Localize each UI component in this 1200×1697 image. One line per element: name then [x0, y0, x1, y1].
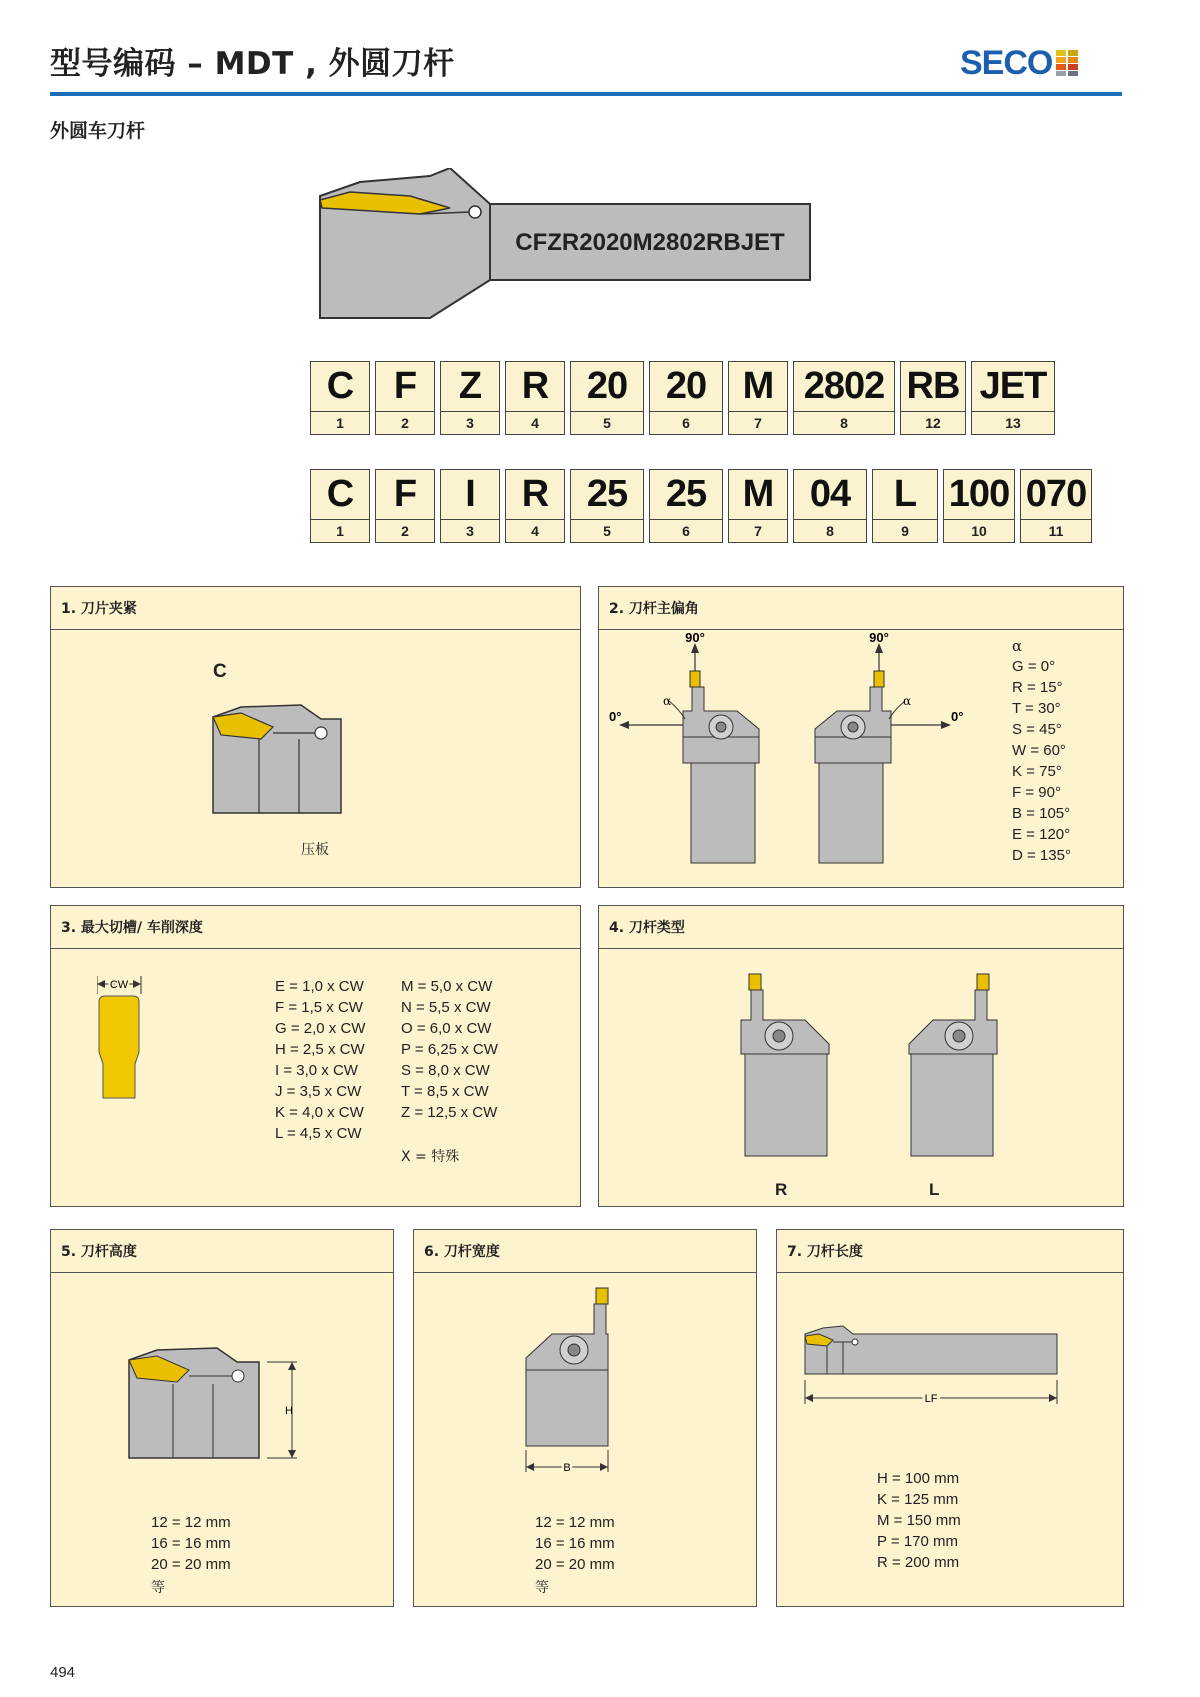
holder-type-drawing: [739, 972, 999, 1182]
depth-code: E = 1,0 x CW: [275, 978, 364, 995]
hero-tool-label: CFZR2020M2802RBJET: [515, 229, 785, 256]
length-code: K = 125 mm: [877, 1491, 959, 1508]
angle-code: R = 15°: [1012, 679, 1063, 696]
code-row-1: [310, 361, 1055, 435]
clamp-code: C: [213, 661, 227, 682]
tool-length-drawing: [803, 1324, 1073, 1414]
code-cell: C 1: [310, 361, 370, 435]
width-code: 12 = 12 mm: [535, 1514, 615, 1531]
angle-90-right: 90°: [869, 631, 889, 645]
seco-logo: [960, 44, 1078, 82]
code-cell: L 9: [872, 469, 938, 543]
shank-width-drawing: [524, 1286, 644, 1486]
panel-cutting-depth: [50, 905, 581, 1207]
code-cell: 100 10: [943, 469, 1015, 543]
height-code: 12 = 12 mm: [151, 1514, 231, 1531]
code-cell: 25 6: [649, 469, 723, 543]
code-cell: F 2: [375, 469, 435, 543]
angle-0-right: 0°: [951, 709, 964, 724]
panel-title: 3. 最大切槽/ 车削深度: [51, 906, 580, 949]
depth-code: J = 3,5 x CW: [275, 1083, 362, 1100]
logo-mark-icon: [1056, 50, 1078, 76]
depth-code: Z = 12,5 x CW: [401, 1104, 498, 1121]
angle-code: K = 75°: [1012, 763, 1062, 780]
code-cell: R 4: [505, 361, 565, 435]
angle-code: G = 0°: [1012, 658, 1056, 675]
length-code: P = 170 mm: [877, 1533, 959, 1550]
panel-title: 1. 刀片夹紧: [51, 587, 580, 630]
depth-code: H = 2,5 x CW: [275, 1041, 365, 1058]
depth-code: O = 6,0 x CW: [401, 1020, 492, 1037]
depth-code-special: X = 特殊: [401, 1149, 460, 1165]
code-cell: Z 3: [440, 361, 500, 435]
page-title: 型号编码 – MDT , 外圆刀杆: [50, 46, 455, 82]
panel-clamping: [50, 586, 581, 888]
code-cell: F 2: [375, 361, 435, 435]
panel-title: 5. 刀杆高度: [51, 1230, 393, 1273]
code-cell: 070 11: [1020, 469, 1092, 543]
code-cell: 25 5: [570, 469, 644, 543]
alpha-left: α: [663, 694, 672, 708]
depth-code: M = 5,0 x CW: [401, 978, 493, 995]
angle-code: T = 30°: [1012, 700, 1061, 717]
holder-type-left: L: [929, 1180, 940, 1199]
angle-code: S = 45°: [1012, 721, 1062, 738]
code-cell: 20 5: [570, 361, 644, 435]
code-cell: M 7: [728, 469, 788, 543]
depth-code: G = 2,0 x CW: [275, 1020, 366, 1037]
width-dim-label: B: [563, 1462, 571, 1474]
angle-code: B = 105°: [1012, 805, 1071, 822]
code-cell: M 7: [728, 361, 788, 435]
hero-tool-drawing: [310, 168, 870, 328]
depth-code: P = 6,25 x CW: [401, 1041, 498, 1058]
panel-title: 7. 刀杆长度: [777, 1230, 1123, 1273]
alpha-header: α: [1012, 637, 1023, 655]
brand-name: SECO: [960, 43, 1053, 82]
depth-code: N = 5,5 x CW: [401, 999, 491, 1016]
panel-holder-type: [598, 905, 1124, 1207]
width-code: 20 = 20 mm: [535, 1556, 615, 1573]
code-cell: 2802 8: [793, 361, 895, 435]
cw-label: CW: [109, 979, 129, 991]
panel-title: 2. 刀杆主偏角: [599, 587, 1123, 630]
panel-approach-angle: [598, 586, 1124, 888]
height-code: 16 = 16 mm: [151, 1535, 231, 1552]
panel-title: 4. 刀杆类型: [599, 906, 1123, 949]
panel-shank-width: [413, 1229, 757, 1607]
angle-code: W = 60°: [1012, 742, 1066, 759]
code-cell: JET 13: [971, 361, 1055, 435]
code-cell: 04 8: [793, 469, 867, 543]
insert-width-drawing: [97, 972, 207, 1122]
depth-code: T = 8,5 x CW: [401, 1083, 489, 1100]
panel-tool-length: [776, 1229, 1124, 1607]
depth-code: L = 4,5 x CW: [275, 1125, 362, 1142]
height-code: 等: [151, 1580, 165, 1596]
clamp-drawing: [211, 699, 351, 819]
code-cell: R 4: [505, 469, 565, 543]
width-code: 等: [535, 1580, 549, 1596]
depth-code: F = 1,5 x CW: [275, 999, 363, 1016]
angle-90-left: 90°: [685, 631, 705, 645]
header-rule: [50, 92, 1122, 96]
depth-code: S = 8,0 x CW: [401, 1062, 490, 1079]
height-code: 20 = 20 mm: [151, 1556, 231, 1573]
height-dim-label: H: [285, 1405, 293, 1417]
section-subtitle: 外圆车刀杆: [50, 120, 146, 142]
length-code: R = 200 mm: [877, 1554, 960, 1571]
code-cell: I 3: [440, 469, 500, 543]
angle-0-left: 0°: [609, 709, 622, 724]
angle-code: F = 90°: [1012, 784, 1061, 801]
depth-code: I = 3,0 x CW: [275, 1062, 358, 1079]
panel-shank-height: [50, 1229, 394, 1607]
length-dim-label: LF: [924, 1393, 938, 1405]
length-code: H = 100 mm: [877, 1470, 960, 1487]
panel-title: 6. 刀杆宽度: [414, 1230, 756, 1273]
shank-height-drawing: [127, 1344, 307, 1474]
code-cell: C 1: [310, 469, 370, 543]
approach-angle-drawing: [609, 631, 969, 881]
page-number: 494: [50, 1664, 76, 1681]
code-cell: RB 12: [900, 361, 966, 435]
depth-code: K = 4,0 x CW: [275, 1104, 364, 1121]
code-row-2: [310, 469, 1092, 543]
width-code: 16 = 16 mm: [535, 1535, 615, 1552]
angle-code: D = 135°: [1012, 847, 1071, 864]
code-cell: 20 6: [649, 361, 723, 435]
length-code: M = 150 mm: [877, 1512, 961, 1529]
angle-code: E = 120°: [1012, 826, 1071, 843]
clamp-caption: 压板: [301, 842, 329, 858]
holder-type-right: R: [775, 1180, 788, 1199]
alpha-right: α: [903, 694, 912, 708]
